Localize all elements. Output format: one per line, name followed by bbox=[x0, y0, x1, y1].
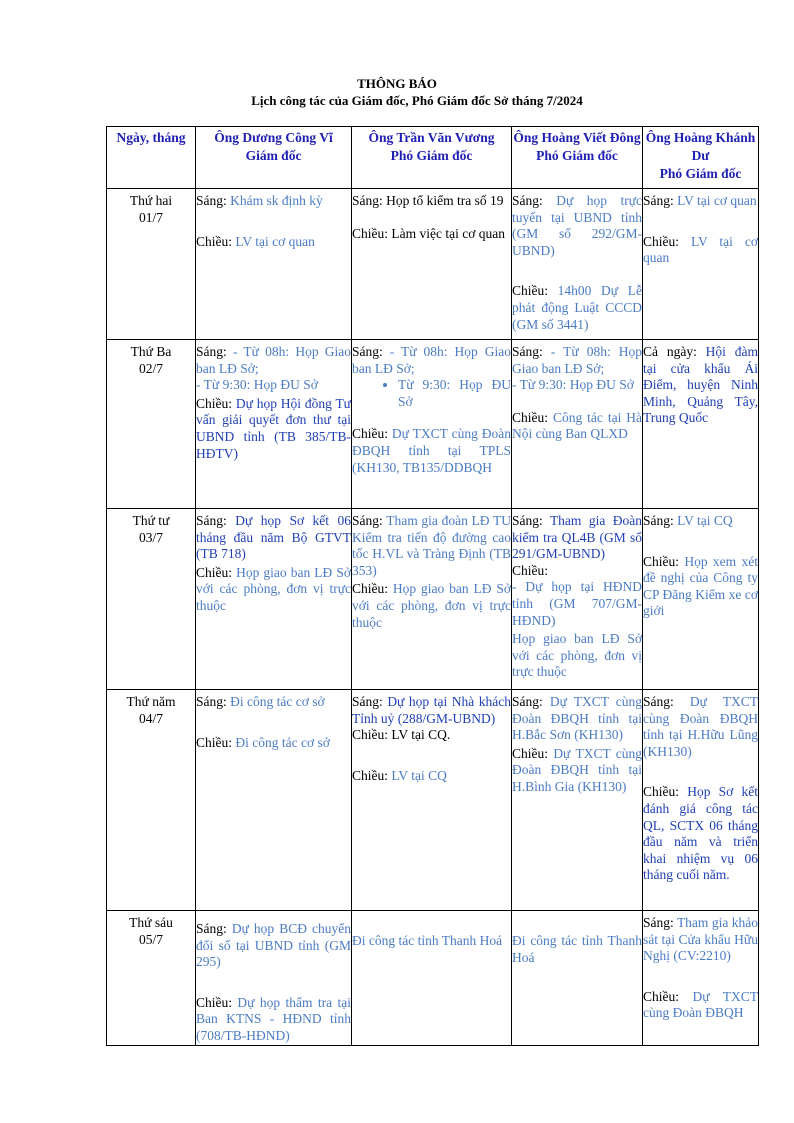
schedule-cell: Sáng: - Từ 08h: Họp Giao ban LĐ Sở; • Từ 9:30: Họp ĐU Sở Chiều: Dự TXCT cùng Đoàn ĐBQH tỉnh tại TPLS (KH130, TB135/DDBQH bbox=[352, 340, 512, 509]
schedule-table bbox=[106, 126, 759, 1046]
table-row bbox=[107, 690, 759, 911]
schedule-cell: Sáng: Dự họp trực tuyến tại UBND tỉnh (GM số 292/GM-UBND) Chiều: 14h00 Dự Lễ phát động Luật CCCD (GM số 3441) bbox=[512, 189, 643, 340]
schedule-cell: Sáng: Dự họp BCĐ chuyển đổi số tại UBND tỉnh (GM 295) Chiều: Dự họp thẩm tra tại Ban KTNS - HĐND tỉnh (708/TB-HĐND) bbox=[196, 911, 352, 1046]
schedule-cell: Sáng: Tham gia Đoàn kiểm tra QL4B (GM số 291/GM-UBND) Chiều: - Dự họp tại HĐND tỉnh (GM 707/GM-HĐND) Họp giao ban LĐ Sở với các phòng, đơn vị trực thuộc bbox=[512, 509, 643, 690]
table-row bbox=[107, 340, 759, 509]
day-cell: Thứ tư 03/7 bbox=[107, 509, 196, 690]
header-deputy-dong: Ông Hoàng Viết Đông Phó Giám đốc bbox=[512, 127, 643, 189]
schedule-cell: Sáng: - Từ 08h: Họp Giao ban LĐ Sở; - Từ 9:30: Họp ĐU Sở Chiều: Công tác tại Hà Nội cùng Ban QLXD bbox=[512, 340, 643, 509]
schedule-cell: Sáng: Dự họp Sơ kết 06 tháng đầu năm Bộ GTVT (TB 718) Chiều: Họp giao ban LĐ Sở với các phòng, đơn vị trực thuộc bbox=[196, 509, 352, 690]
document-subtitle: Lịch công tác của Giám đốc, Phó Giám đốc Sở tháng 7/2024 bbox=[251, 93, 583, 108]
header-director: Ông Dương Công Vĩ Giám đốc bbox=[196, 127, 352, 189]
day-cell: Thứ năm 04/7 bbox=[107, 690, 196, 911]
table-row bbox=[107, 911, 759, 1046]
schedule-cell: Sáng: Tham gia khảo sát tại Cửa khẩu Hữu Nghị (CV:2210) Chiều: Dự TXCT cùng Đoàn ĐBQH bbox=[643, 911, 759, 1046]
schedule-cell: Sáng: Khám sk định kỳ Chiều: LV tại cơ quan bbox=[196, 189, 352, 340]
header-date: Ngày, tháng bbox=[107, 127, 196, 189]
schedule-cell: Sáng: Dự họp tại Nhà khách Tỉnh uỷ (288/GM-UBND) Chiều: LV tại CQ. Chiều: LV tại CQ bbox=[352, 690, 512, 911]
list-item: • Từ 9:30: Họp ĐU Sở bbox=[398, 377, 511, 410]
schedule-cell: Sáng: Đi công tác cơ sở Chiều: Đi công tác cơ sở bbox=[196, 690, 352, 911]
schedule-cell: Sáng: LV tại cơ quan Chiều: LV tại cơ quan bbox=[643, 189, 759, 340]
header-deputy-vuong: Ông Trần Văn Vương Phó Giám đốc bbox=[352, 127, 512, 189]
table-row bbox=[107, 509, 759, 690]
schedule-cell: Sáng: Tham gia đoàn LĐ TU Kiểm tra tiến độ đường cao tốc H.VL và Tràng Định (TB 353) Chiều: Họp giao ban LĐ Sở với các phòng, đơn vị trực thuộc bbox=[352, 509, 512, 690]
day-cell: Thứ sáu 05/7 bbox=[107, 911, 196, 1046]
schedule-cell: Đi công tác tỉnh Thanh Hoá bbox=[512, 911, 643, 1046]
day-cell: Thứ Ba 02/7 bbox=[107, 340, 196, 509]
table-row bbox=[107, 189, 759, 340]
schedule-cell: Sáng: Họp tổ kiểm tra số 19 Chiều: Làm việc tại cơ quan bbox=[352, 189, 512, 340]
schedule-cell: Đi công tác tỉnh Thanh Hoá bbox=[352, 911, 512, 1046]
header-deputy-du: Ông Hoàng Khánh Dư Phó Giám đốc bbox=[643, 127, 759, 189]
day-cell: Thứ hai 01/7 bbox=[107, 189, 196, 340]
schedule-cell: Sáng: Dự TXCT cùng Đoàn ĐBQH tỉnh tại H.Hữu Lũng (KH130) Chiều: Họp Sơ kết đánh giá công tác QL, SCTX 06 tháng đầu năm và triển khai nhiệm vụ 06 tháng cuối năm. bbox=[643, 690, 759, 911]
schedule-cell: Cả ngày: Hội đàm tại cửa khẩu Ái Điểm, huyện Ninh Minh, Quảng Tây, Trung Quốc bbox=[643, 340, 759, 509]
header-row bbox=[107, 127, 759, 189]
document-title: THÔNG BÁO bbox=[357, 76, 437, 91]
schedule-cell: Sáng: LV tại CQ Chiều: Họp xem xét đề nghị của Công ty CP Đăng Kiểm xe cơ giới bbox=[643, 509, 759, 690]
schedule-cell: Sáng: - Từ 08h: Họp Giao ban LĐ Sở; - Từ 9:30: Họp ĐU Sở Chiều: Dự họp Hội đồng Tư vấn giải quyết đơn thư tại UBND tỉnh (TB 385/TB-HĐTV) bbox=[196, 340, 352, 509]
schedule-cell: Sáng: Dự TXCT cùng Đoàn ĐBQH tỉnh tại H.Bắc Sơn (KH130) Chiều: Dự TXCT cùng Đoàn ĐBQH tỉnh tại H.Bình Gia (KH130) bbox=[512, 690, 643, 911]
